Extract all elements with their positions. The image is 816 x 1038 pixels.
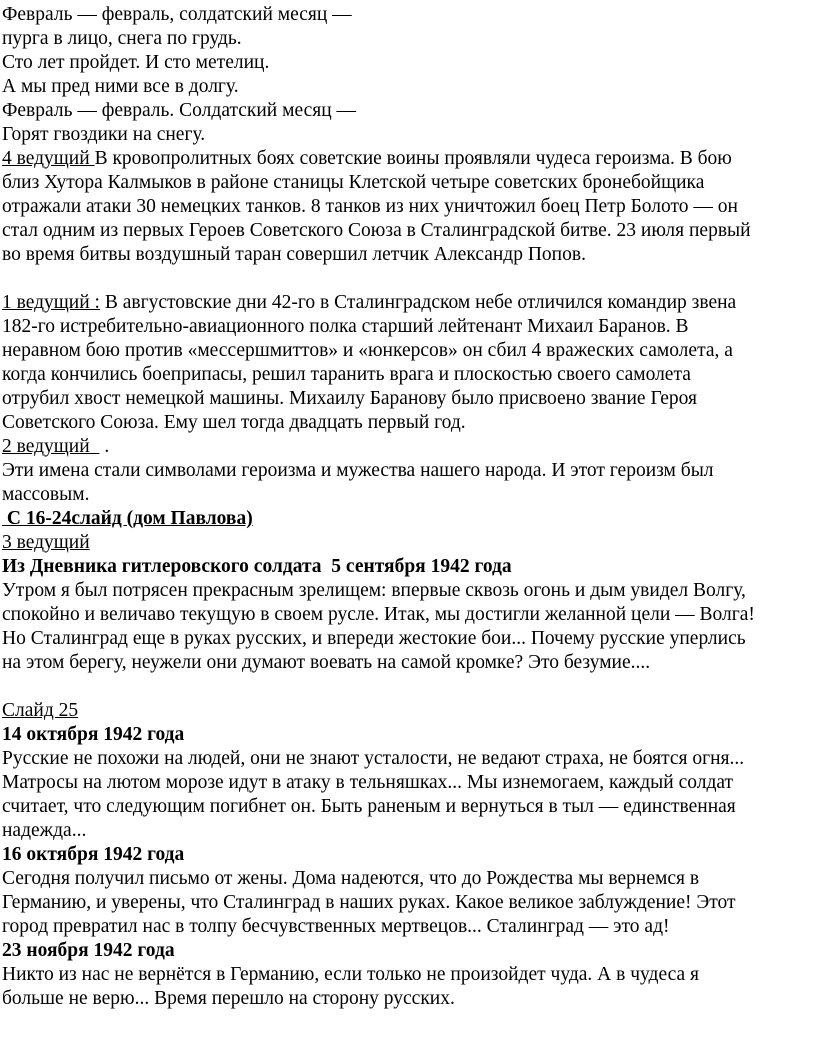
entry-line: Никто из нас не вернётся в Германию, если только не произойдет чуда. А в чудеса я xyxy=(2,964,699,985)
paragraph-line: 182-го истребительно-авиационного полка старший лейтенант Михаил Баранов. В xyxy=(2,316,689,337)
paragraph-line: на этом берегу, неужели они думают воевать на самой кромке? Это безумие.... xyxy=(2,652,651,673)
speaker-label: 3 ведущий xyxy=(2,532,90,553)
poem-line: Февраль — февраль, солдатский месяц — xyxy=(2,4,352,25)
blank-line xyxy=(0,267,816,291)
paragraph-line: отражали атаки 30 немецких танков. 8 танков из них уничтожил боец Петр Болото — он xyxy=(2,196,738,217)
paragraph-line: стал одним из первых Героев Советского Союза в Сталинградской битве. 23 июля первый xyxy=(2,220,751,241)
paragraph-line: Советского Союза. Ему шел тогда двадцать первый год. xyxy=(2,412,466,433)
paragraph-host-4 xyxy=(0,147,816,267)
paragraph-line: близ Хутора Калмыков в районе станицы Клетской четыре советских бронебойщика xyxy=(2,172,705,193)
paragraph-text: В кровопролитных боях советские воины проявляли чудеса героизма. В бою xyxy=(94,148,732,169)
entry-date: 16 октября 1942 года xyxy=(2,844,185,865)
slide-heading: С 16-24слайд (дом Павлова) xyxy=(2,508,253,529)
paragraph-line: массовым. xyxy=(2,484,90,505)
paragraph-line: отрубил хвост немецкой машины. Михаилу Баранову было присвоено звание Героя xyxy=(2,388,697,409)
paragraph-text: В августовские дни 42-го в Сталинградском небе отличился командир звена xyxy=(99,292,737,313)
entry-line: надежда... xyxy=(2,820,87,841)
slide-25-section xyxy=(0,699,816,1011)
entry-line: больше не верю... Время перешло на сторону русских. xyxy=(2,988,455,1009)
paragraph-line xyxy=(0,291,816,315)
entry-line: Русские не похожи на людей, они не знают усталости, не ведают страха, не боятся огня... xyxy=(2,748,745,769)
poem-line: Февраль — февраль. Солдатский месяц — xyxy=(2,100,357,121)
slide-label: Слайд 25 xyxy=(2,700,79,721)
poem-line: пурга в лицо, снега по грудь. xyxy=(2,28,242,49)
entry-line: город превратил нас в толпу бесчувственных мертвецов... Сталинград — это ад! xyxy=(2,916,670,937)
speaker-label: 2 ведущий xyxy=(2,436,100,457)
paragraph-line: неравном бою против «мессершмиттов» и «юнкерсов» он сбил 4 вражеских самолета, а xyxy=(2,340,733,361)
paragraph-line: Утром я был потрясен прекрасным зрелищем: впервые сквозь огонь и дым увидел Волгу, xyxy=(2,580,746,601)
paragraph-line xyxy=(0,435,816,459)
paragraph-line: во время битвы воздушный таран совершил летчик Александр Попов. xyxy=(2,244,586,265)
poem xyxy=(0,3,816,147)
poem-line: Сто лет пройдет. И сто метелиц. xyxy=(2,52,270,73)
paragraph-line xyxy=(0,147,816,171)
poem-line: Горят гвоздики на снегу. xyxy=(2,124,206,145)
paragraph-text: . xyxy=(99,436,110,457)
blank-line xyxy=(0,675,816,699)
paragraph-line: когда кончились боеприпасы, решил таранить врага и плоскостью своего самолета xyxy=(2,364,691,385)
paragraph-host-1 xyxy=(0,291,816,435)
poem-line: А мы пред ними все в долгу. xyxy=(2,76,239,97)
paragraph-host-2 xyxy=(0,435,816,507)
paragraph-line: Но Сталинград еще в руках русских, и впереди жестокие бои... Почему русские уперлись xyxy=(2,628,746,649)
entry-date: 23 ноября 1942 года xyxy=(2,940,175,961)
paragraph-host-3 xyxy=(0,531,816,675)
speaker-label: 1 ведущий : xyxy=(2,292,100,313)
speaker-label: 4 ведущий xyxy=(2,148,95,169)
entry-date: 14 октября 1942 года xyxy=(2,724,185,745)
diary-title: Из Дневника гитлеровского солдата 5 сентября 1942 года xyxy=(2,556,512,577)
entry-line: Германию, и уверены, что Сталинград в наших руках. Какое великое заблуждение! Этот xyxy=(2,892,736,913)
paragraph-line: спокойно и величаво текущую в своем русле. Итак, мы достигли желанной цели — Волга! xyxy=(2,604,755,625)
entry-line: Матросы на лютом морозе идут в атаку в тельняшках... Мы изнемогаем, каждый солдат xyxy=(2,772,734,793)
paragraph-line: Эти имена стали символами героизма и мужества нашего народа. И этот героизм был xyxy=(2,460,714,481)
entry-line: Сегодня получил письмо от жены. Дома надеются, что до Рождества мы вернемся в xyxy=(2,868,700,889)
entry-line: считает, что следующим погибнет он. Быть раненым и вернуться в тыл — единственная xyxy=(2,796,736,817)
